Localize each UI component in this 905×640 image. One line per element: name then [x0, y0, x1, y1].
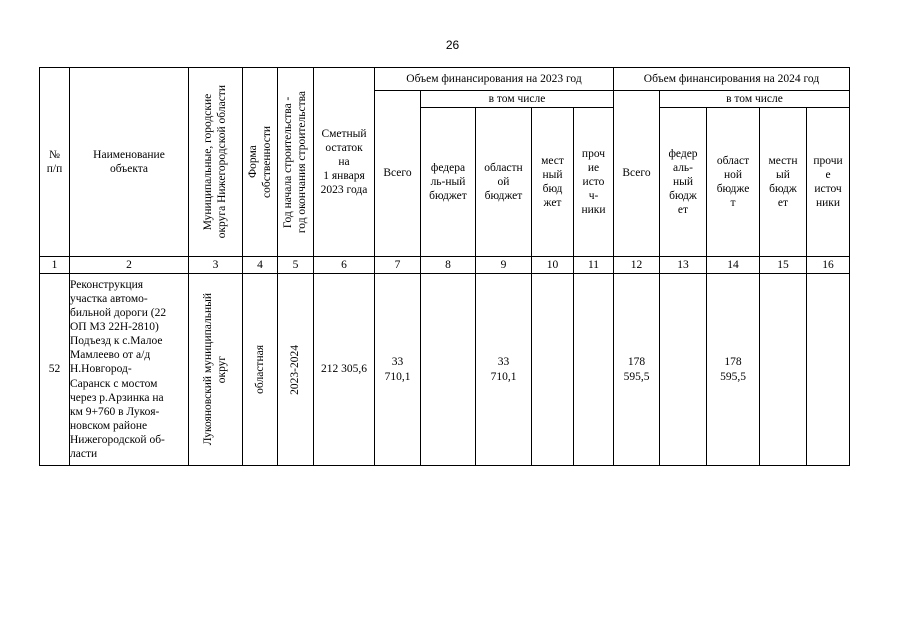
- column-number: 11: [574, 257, 614, 274]
- object-name-line: Н.Новгород-: [70, 363, 132, 376]
- object-name-line: через р.Арзинка на: [70, 391, 164, 404]
- header-total-2023: Всего: [375, 91, 421, 257]
- column-number: 14: [707, 257, 760, 274]
- object-name-line: участка автомо-: [70, 293, 148, 306]
- column-numbers-row: [40, 257, 850, 274]
- row-years: [278, 274, 314, 466]
- header-years: [278, 68, 314, 257]
- header-fin-2023: Объем финансирования на 2023 год: [375, 68, 614, 91]
- row-ownership-text: областная: [253, 345, 266, 394]
- financing-table: [39, 67, 850, 466]
- header-municipality-text: Муниципальные, городские округа Нижегородской области: [202, 85, 229, 239]
- row-federal-2023: [421, 274, 476, 466]
- row-estimate: 212 305,6: [314, 274, 375, 466]
- row-other-2023: [574, 274, 614, 466]
- page-number: 26: [445, 38, 460, 52]
- column-number: 2: [70, 257, 189, 274]
- header-num: № п/п: [40, 68, 70, 257]
- header-federal-2023: федера ль-ный бюджет: [421, 108, 476, 257]
- object-name-line: км 9+760 в Лукоя-: [70, 405, 160, 418]
- object-name-line: Мамлеево от а/д: [70, 349, 151, 362]
- header-federal-2024: федер аль- ный бюдж ет: [660, 108, 707, 257]
- row-regional-2024: 178 595,5: [707, 274, 760, 466]
- row-other-2024: [807, 274, 850, 466]
- row-num: 52: [40, 274, 70, 466]
- column-number: 8: [421, 257, 476, 274]
- header-estimate: Сметный остаток на 1 января 2023 года: [314, 68, 375, 257]
- row-regional-2023: 33 710,1: [476, 274, 532, 466]
- row-local-2023: [532, 274, 574, 466]
- row-ownership: [243, 274, 278, 466]
- row-object-name: [70, 274, 189, 466]
- row-years-text: 2023-2024: [289, 344, 302, 395]
- column-number: 13: [660, 257, 707, 274]
- object-name-line: ОП МЗ 22Н-2810): [70, 321, 159, 334]
- column-number: 16: [807, 257, 850, 274]
- object-name-line: Саранск с мостом: [70, 377, 158, 390]
- object-name-line: новском районе: [70, 419, 148, 432]
- column-number: 6: [314, 257, 375, 274]
- header-local-2024: местн ый бюдж ет: [760, 108, 807, 257]
- row-local-2024: [760, 274, 807, 466]
- row-federal-2024: [660, 274, 707, 466]
- column-number: 1: [40, 257, 70, 274]
- column-number: 12: [614, 257, 660, 274]
- header-total-2024: Всего: [614, 91, 660, 257]
- column-number: 9: [476, 257, 532, 274]
- header-regional-2024: област ной бюдже т: [707, 108, 760, 257]
- row-municipality-text: Лукояновский муниципальный округ: [202, 293, 229, 446]
- table-row: [40, 274, 850, 466]
- header-regional-2023: областн ой бюджет: [476, 108, 532, 257]
- header-ownership: [243, 68, 278, 257]
- row-municipality: [189, 274, 243, 466]
- column-number: 5: [278, 257, 314, 274]
- header-row-1: [40, 68, 850, 91]
- header-local-2023: мест ный бюд жет: [532, 108, 574, 257]
- header-name: Наименование объекта: [70, 68, 189, 257]
- column-number: 15: [760, 257, 807, 274]
- object-name-line: ласти: [70, 447, 98, 460]
- object-name-line: Нижегородской об-: [70, 433, 165, 446]
- object-name-line: бильной дороги (22: [70, 307, 167, 320]
- header-incl-2024: в том числе: [660, 91, 850, 108]
- column-number: 7: [375, 257, 421, 274]
- header-incl-2023: в том числе: [421, 91, 614, 108]
- row-total-2023: 33 710,1: [375, 274, 421, 466]
- column-number: 3: [189, 257, 243, 274]
- row-total-2024: 178 595,5: [614, 274, 660, 466]
- column-number: 10: [532, 257, 574, 274]
- header-ownership-text: Форма собственности: [246, 126, 273, 198]
- header-municipality: [189, 68, 243, 257]
- header-other-2023: проч ие исто ч- ники: [574, 108, 614, 257]
- header-years-text: Год начала строительства - год окончания строительства: [282, 90, 309, 234]
- object-name-line: Реконструкция: [70, 279, 144, 292]
- object-name-line: Подъезд к с.Малое: [70, 335, 163, 348]
- header-other-2024: прочи е источ ники: [807, 108, 850, 257]
- column-number: 4: [243, 257, 278, 274]
- header-fin-2024: Объем финансирования на 2024 год: [614, 68, 850, 91]
